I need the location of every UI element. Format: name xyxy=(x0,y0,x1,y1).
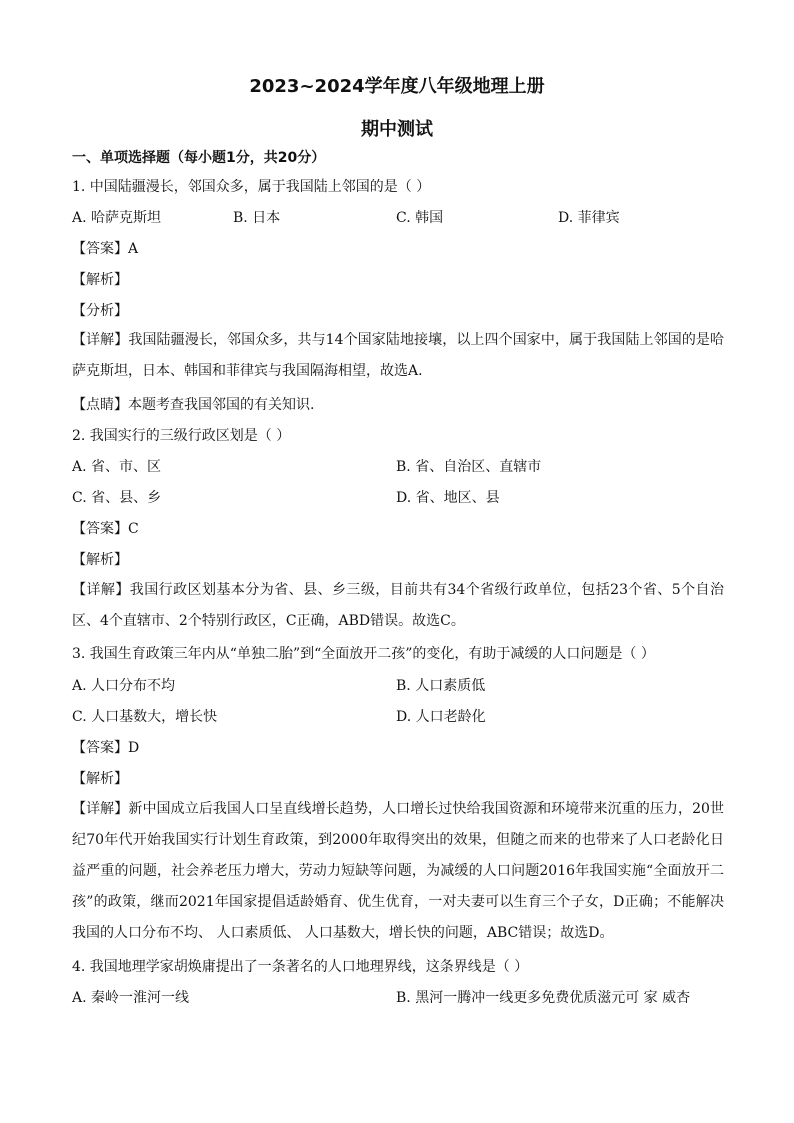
section-heading: 一、单项选择题（每小题1分，共20分） xyxy=(72,150,326,166)
q3-answer: 【答案】D xyxy=(72,740,140,756)
q1-fenxi: 【分析】 xyxy=(72,303,128,319)
q3-option-c: C. 人口基数大，增长快 xyxy=(72,709,218,725)
q3-stem: 3. 我国生育政策三年内从“单独二胎”到“全面放开二孩”的变化，有助于减缓的人口问题是（ ） xyxy=(72,646,655,662)
q2-stem: 2. 我国实行的三级行政区划是（ ） xyxy=(72,428,291,444)
q1-option-d: D. 菲律宾 xyxy=(558,210,620,226)
q3-option-b: B. 人口素质低 xyxy=(396,678,486,694)
q1-stem: 1. 中国陆疆漫长，邻国众多，属于我国陆上邻国的是（ ） xyxy=(72,179,431,195)
q3-option-d: D. 人口老龄化 xyxy=(396,709,486,725)
q4-stem: 4. 我国地理学家胡焕庸提出了一条著名的人口地理界线，这条界线是（ ） xyxy=(72,959,529,975)
title-line-2: 期中测试 xyxy=(361,119,433,140)
q2-jiexi: 【解析】 xyxy=(72,552,128,568)
q2-option-b: B. 省、自治区、直辖市 xyxy=(396,459,542,475)
q2-option-a: A. 省、市、区 xyxy=(72,459,162,475)
q1-jiexi: 【解析】 xyxy=(72,272,128,288)
title-line-1: 2023~2024学年度八年级地理上册 xyxy=(249,76,545,97)
q3-option-a: A. 人口分布不均 xyxy=(72,678,176,694)
q2-answer: 【答案】C xyxy=(72,521,139,537)
q2-option-d: D. 省、地区、县 xyxy=(396,490,500,506)
q2-option-c: C. 省、县、乡 xyxy=(72,490,162,506)
q3-jiexi: 【解析】 xyxy=(72,771,128,787)
q4-option-b: B. 黑河一腾冲一线更多免费优质滋元可 家 威杏 xyxy=(396,990,691,1006)
q4-option-a: A. 秦岭一淮河一线 xyxy=(72,990,190,1006)
q1-dianjing: 【点睛】本题考查我国邻国的有关知识. xyxy=(72,397,315,413)
q1-option-c: C. 韩国 xyxy=(396,210,444,226)
q1-detail: 【详解】我国陆疆漫长，邻国众多，共与14个国家陆地接壤，以上四个国家中，属于我国陆上邻国的是哈萨克斯坦，日本、韩国和菲律宾与我国隔海相望，故选A. xyxy=(72,332,724,379)
q1-answer: 【答案】A xyxy=(72,241,139,257)
q1-option-a: A. 哈萨克斯坦 xyxy=(72,210,162,226)
q1-option-b: B. 日本 xyxy=(233,210,281,226)
q2-detail: 【详解】我国行政区划基本分为省、县、乡三级，目前共有34个省级行政单位，包括23个省、5个自治区、4个直辖市、2个特别行政区，C正确，ABD错误。故选C。 xyxy=(72,582,724,629)
q3-detail: 【详解】新中国成立后我国人口呈直线增长趋势，人口增长过快给我国资源和环境带来沉重的压力，20世纪70年代开始我国实行计划生育政策，到2000年取得突出的效果，但随之而来的也带来了人口老龄化日益严重的问题，社会养老压力增大，劳动力短缺等问题，为减缓的人口问题2016年我国实施“全面放开二孩”的政策，继而2021年国家提倡适龄婚育、优生优育，一对夫妻可以生育三个子女，D正确；不能解决我国的人口分布不均、 人口素质低、 人口基数大，增长快的问题，ABC错误；故选D。 xyxy=(72,801,724,941)
